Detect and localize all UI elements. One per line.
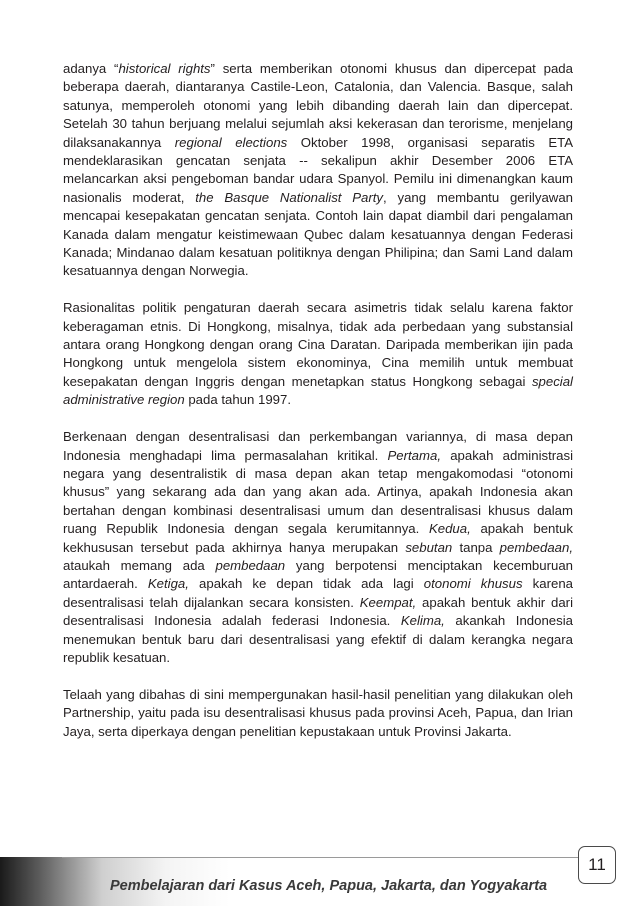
italic-run: otonomi khusus (423, 576, 523, 592)
italic-run: pembedaan, (499, 539, 573, 555)
text-run: apakah bentuk akhir dari desentralisasi Indonesia adalah federasi Indonesia. (63, 594, 573, 629)
text-run: ataukah memang ada (63, 557, 216, 573)
italic-run: the Basque Nationalist Party (195, 189, 384, 205)
text-run: Rasionalitas politik pengaturan daerah secara asimetris tidak selalu karena faktor keberagaman etnis. Di Hongkong, misalnya, tidak ada perbedaan yang substansial antara orang Hongkong dengan orang Cina Daratan. Daripada memberikan ijin pada Hongkong untuk mengelola sistem ekonominya, Cina memilih untuk membuat kesepakatan dengan Inggris dengan menetapkan status Hongkong sebagai (63, 300, 573, 389)
text-run: Berkenaan dengan desentralisasi dan perkembangan variannya, di masa depan Indonesia menghadapi lima permasalahan kritikal. (63, 429, 573, 463)
text-run: karena desentralisasi telah dijalankan secara konsisten. (63, 576, 573, 610)
text-run: ” serta memberikan otonomi khusus dan dipercepat pada beberapa daerah, diantaranya Castile-Leon, Catalonia, dan Valencia. Basque, salah satunya, memperoleh otonomi yang lebih dibanding daerah lain dan dipercepat. Setelah 30 tahun berjuang melalui sejumlah aksi kekerasan dan terorisme, menjelang dilaksanakannya (63, 61, 573, 150)
italic-run: historical rights (118, 61, 211, 76)
italic-run: Keempat, (359, 594, 417, 610)
text-run: apakah administrasi negara yang desentralistik di masa depan akan tetap mengakomodasi “otonomi khusus” yang sekarang ada dan yang akan ada. Artinya, apakah Indonesia akan bertahan dengan kombinasi desentralisasi umum dan desentralisasi khusus dalam ruang Republik Indonesia dengan segala kerumitannya. (63, 447, 574, 537)
italic-run: Ketiga, (147, 576, 189, 592)
italic-run: pembedaan (215, 557, 286, 573)
paragraph-4 (63, 686, 573, 741)
text-run: yang berpotensi menciptakan kecemburuan antardaerah. (63, 557, 573, 592)
text-run: , yang membantu gerilyawan mencapai kesepakatan gencatan senjata. Contoh lain dapat diambil dari pengalaman Kanada dalam mengatur keistimewaan Qubec dalam kesatuannya dengan Federasi Kanada; Mindanao dalam kesatuan politiknya dengan Philipina; dan Sami Land dalam kesatuannya dengan Norwegia. (63, 189, 573, 279)
text-run: adanya “ (63, 61, 119, 76)
page-number-box (578, 846, 616, 884)
text-run: tanpa (452, 539, 500, 555)
text-run: akankah Indonesia menemukan bentuk baru dari desentralisasi yang efektif di dalam kerangka negara republik kesatuan. (63, 613, 573, 665)
text-run: Oktober 1998, organisasi separatis ETA mendeklarasikan gencatan senjata -- sekalipun akhir Desember 2006 ETA melancarkan aksi pengeboman bandar udara Spanyol. Pemilu ini dimenangkan kaum nasionalis moderat, (63, 134, 573, 205)
footer-divider (62, 857, 580, 858)
page-number: 11 (588, 855, 606, 874)
italic-run: sebutan (405, 539, 453, 555)
text-run: apakah ke depan tidak ada lagi (188, 576, 424, 592)
text-run: apakah bentuk kekhususan tersebut pada akhirnya hanya merupakan (63, 521, 573, 555)
paragraph-1 (63, 60, 573, 281)
paragraph-3 (63, 428, 573, 667)
text-run: pada tahun 1997. (184, 392, 292, 408)
text-run: Telaah yang dibahas di sini mempergunakan hasil-hasil penelitian yang dilakukan oleh Partnership, yaitu pada isu desentralisasi khusus pada provinsi Aceh, Papua, dan Irian Jaya, serta diperkaya dengan penelitian kepustakaan untuk Provinsi Jakarta. (63, 686, 573, 739)
italic-run: Kedua, (428, 521, 471, 537)
footer-book-title: Pembelajaran dari Kasus Aceh, Papua, Jakarta, dan Yogyakarta (110, 878, 548, 894)
italic-run: regional elections (174, 134, 288, 150)
italic-run: Kelima, (400, 613, 445, 629)
italic-run: special administrative region (63, 373, 573, 408)
paragraph-2 (63, 299, 573, 409)
italic-run: Pertama, (387, 447, 442, 463)
body-text (63, 60, 573, 759)
